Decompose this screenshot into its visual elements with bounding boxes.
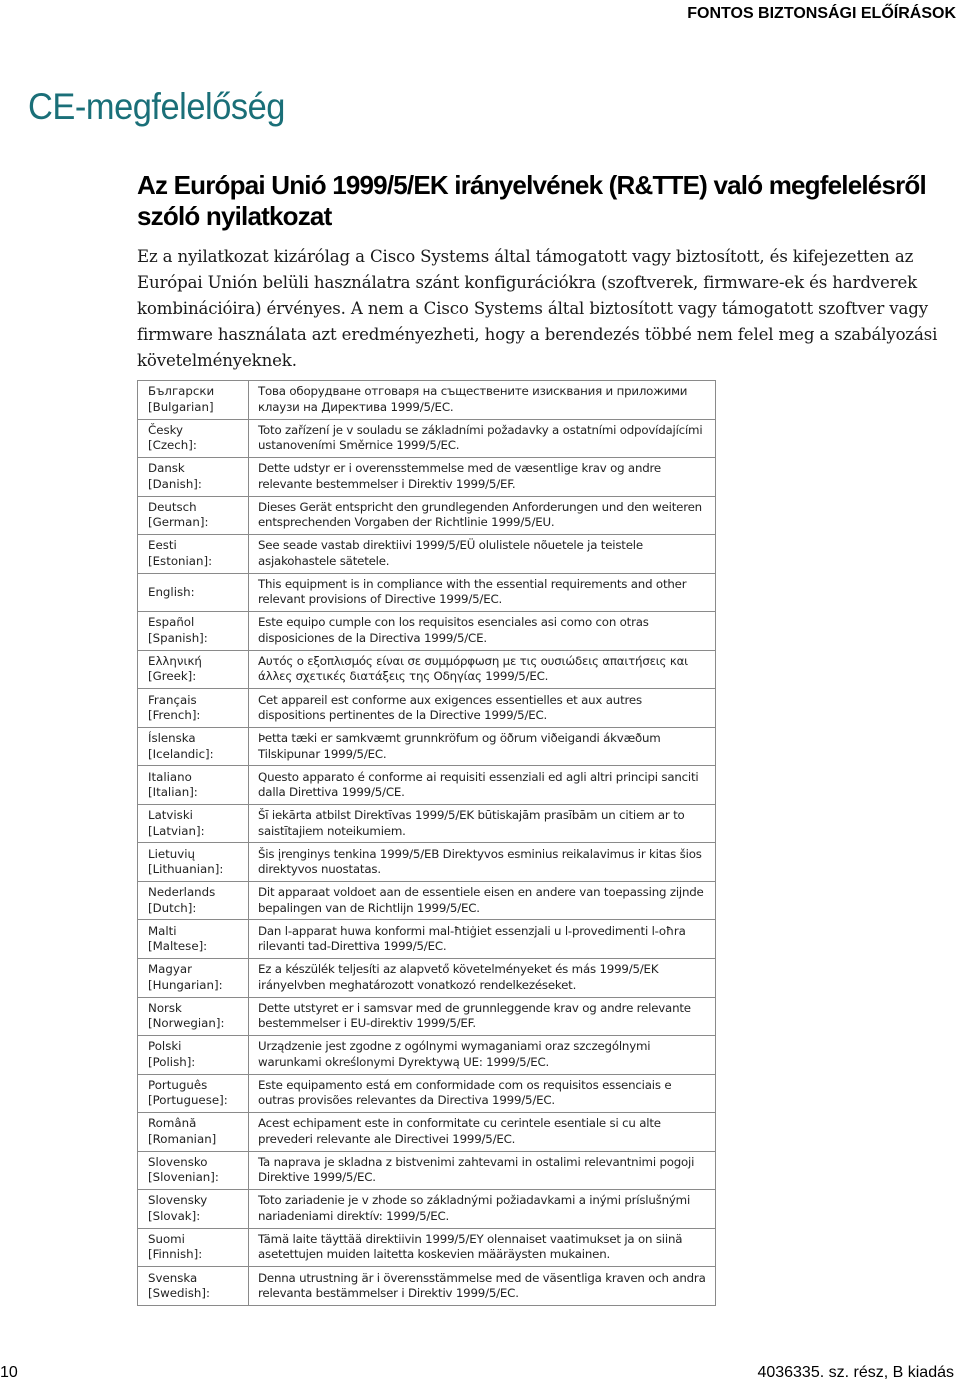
language-cell	[138, 496, 249, 535]
language-name: Deutsch	[148, 499, 197, 514]
language-cell	[138, 843, 249, 882]
language-cell	[138, 650, 249, 689]
language-cell	[138, 689, 249, 728]
table-row	[138, 1151, 716, 1190]
language-name: Suomi	[148, 1231, 185, 1246]
language-cell	[138, 881, 249, 920]
table-row	[138, 727, 716, 766]
declaration-text-cell: Þetta tæki er samkvæmt grunnkröfum og öðrum viðeigandi ákvæðum Tilskipunar 1999/5/EC.	[249, 727, 716, 766]
table-row	[138, 1190, 716, 1229]
declaration-text-cell: Tämä laite täyttää direktiivin 1999/5/EY olennaiset vaatimukset ja on siinä asetettujen muiden laitetta koskevien määräysten mukainen.	[249, 1228, 716, 1267]
declaration-text-cell: Questo apparato é conforme ai requisiti essenziali ed agli altri principi sanciti dalla Direttiva 1999/5/CE.	[249, 766, 716, 805]
table-row	[138, 1228, 716, 1267]
declaration-text-cell: This equipment is in compliance with the essential requirements and other relevant provisions of Directive 1999/5/EC.	[249, 573, 716, 612]
table-row	[138, 881, 716, 920]
language-code: [Greek]:	[148, 669, 197, 684]
language-cell	[138, 612, 249, 651]
table-row	[138, 689, 716, 728]
running-header: FONTOS BIZTONSÁGI ELŐÍRÁSOK	[687, 5, 956, 22]
language-name: Svenska	[148, 1270, 198, 1285]
declaration-text-cell: Este equipamento está em conformidade com os requisitos essenciais e outras provisões relevantes da Directiva 1999/5/EC.	[249, 1074, 716, 1113]
language-code: [Czech]:	[148, 438, 197, 453]
language-name: Italiano	[148, 769, 192, 784]
language-name: Malti	[148, 923, 177, 938]
language-cell	[138, 1151, 249, 1190]
language-name: Latviski	[148, 808, 193, 823]
language-name: English:	[148, 584, 195, 599]
table-row	[138, 650, 716, 689]
declaration-text-cell: Ez a készülék teljesíti az alapvető követelményeket és más 1999/5/EK irányelvben meghatározott vonatkozó rendelkezéseket.	[249, 958, 716, 997]
declaration-text-cell: See seade vastab direktiivi 1999/5/EÜ olulistele nõuetele ja teistele asjakohastele sätetele.	[249, 535, 716, 574]
language-code: [Romanian]	[148, 1131, 217, 1146]
language-cell	[138, 766, 249, 805]
declaration-text-cell: Dieses Gerät entspricht den grundlegenden Anforderungen und den weiteren entsprechenden Vorgaben der Richtlinie 1999/5/EU.	[249, 496, 716, 535]
language-name: Slovensky	[148, 1193, 208, 1208]
declaration-text-cell: Šis įrenginys tenkina 1999/5/EB Direktyvos esminius reikalavimus ir kitas šios direktyvos nuostatas.	[249, 843, 716, 882]
language-name: Česky	[148, 422, 184, 437]
declaration-text-cell: Toto zariadenie je v zhode so základnými požiadavkami a inými príslušnými nariadeniami direktív: 1999/5/EC.	[249, 1190, 716, 1229]
language-name: Dansk	[148, 461, 185, 476]
language-cell	[138, 419, 249, 458]
language-code: [Spanish]:	[148, 630, 208, 645]
language-code: [German]:	[148, 515, 209, 530]
section-title: CE-megfelelőség	[28, 86, 285, 127]
table-row	[138, 612, 716, 651]
language-name: Lietuvių	[148, 846, 195, 861]
language-cell	[138, 997, 249, 1036]
language-code: [Bulgarian]	[148, 399, 214, 414]
language-code: [Dutch]:	[148, 900, 197, 915]
language-name: Português	[148, 1077, 208, 1092]
language-name: Български	[148, 384, 215, 399]
language-cell	[138, 573, 249, 612]
language-name: Español	[148, 615, 195, 630]
table-row	[138, 958, 716, 997]
language-cell	[138, 1228, 249, 1267]
declaration-text-cell: Toto zařízení je v souladu se základními požadavky a ostatními odpovídajícími ustanoveními Směrnice 1999/5/EC.	[249, 419, 716, 458]
language-code: [Italian]:	[148, 785, 198, 800]
language-cell	[138, 1267, 249, 1306]
language-cell	[138, 804, 249, 843]
language-cell	[138, 1113, 249, 1152]
table-row	[138, 535, 716, 574]
language-code: [Latvian]:	[148, 823, 205, 838]
declaration-text-cell: Dette utstyret er i samsvar med de grunnleggende krav og andre relevante bestemmelser i EU-direktiv 1999/5/EF.	[249, 997, 716, 1036]
language-name: Eesti	[148, 538, 177, 553]
language-name: Polski	[148, 1039, 182, 1054]
page-number: 10	[0, 1364, 18, 1381]
language-code: [Estonian]:	[148, 553, 213, 568]
table-row	[138, 573, 716, 612]
language-cell	[138, 381, 249, 420]
language-code: [Finnish]:	[148, 1247, 203, 1262]
table-row	[138, 920, 716, 959]
declaration-text-cell: Este equipo cumple con los requisitos esenciales asi como con otras disposiciones de la Directiva 1999/5/CE.	[249, 612, 716, 651]
language-name: Français	[148, 692, 197, 707]
declaration-text-cell: Dit apparaat voldoet aan de essentiele eisen en andere van toepassing zijnde bepalingen van de Richtlijn 1999/5/EC.	[249, 881, 716, 920]
table-row	[138, 1074, 716, 1113]
language-code: [Icelandic]:	[148, 746, 214, 761]
language-code: [Swedish]:	[148, 1286, 210, 1301]
language-code: [Hungarian]:	[148, 977, 223, 992]
language-cell	[138, 458, 249, 497]
language-cell	[138, 1074, 249, 1113]
declaration-text-cell: Acest echipament este in conformitate cu cerintele esentiale si cu alte prevederi relevante ale Directivei 1999/5/EC.	[249, 1113, 716, 1152]
language-name: Slovensko	[148, 1154, 208, 1169]
table-row	[138, 766, 716, 805]
declaration-text-cell: Dette udstyr er i overensstemmelse med de væsentlige krav og andre relevante bestemmelser i Direktiv 1999/5/EF.	[249, 458, 716, 497]
table-row	[138, 1113, 716, 1152]
compliance-table-body	[138, 381, 716, 1306]
table-row	[138, 804, 716, 843]
language-cell	[138, 535, 249, 574]
language-code: [French]:	[148, 708, 201, 723]
language-cell	[138, 1036, 249, 1075]
declaration-text-cell: Dan l-apparat huwa konformi mal-ħtiġiet essenzjali u l-provedimenti l-oħra rilevanti tad-Direttiva 1999/5/EC.	[249, 920, 716, 959]
language-name: Norsk	[148, 1000, 182, 1015]
language-code: [Lithuanian]:	[148, 862, 224, 877]
table-row	[138, 381, 716, 420]
language-name: Română	[148, 1116, 197, 1131]
language-cell	[138, 920, 249, 959]
language-name: Magyar	[148, 962, 192, 977]
table-row	[138, 1267, 716, 1306]
declaration-text-cell: Това оборудване отговаря на съществените изисквания и приложими клаузи на Директива 1999/5/ЕС.	[249, 381, 716, 420]
edition-label: 4036335. sz. rész, B kiadás	[757, 1364, 954, 1381]
language-code: [Polish]:	[148, 1054, 196, 1069]
table-row	[138, 1036, 716, 1075]
declaration-text-cell: Ta naprava je skladna z bistvenimi zahtevami in ostalimi relevantnimi pogoji Direktive 1999/5/EC.	[249, 1151, 716, 1190]
language-code: [Norwegian]:	[148, 1016, 225, 1031]
language-code: [Portuguese]:	[148, 1093, 228, 1108]
language-name: Íslenska	[148, 731, 196, 746]
table-row	[138, 843, 716, 882]
language-name: Ελληνική	[148, 653, 202, 668]
compliance-table	[137, 380, 716, 1306]
declaration-intro: Ez a nyilatkozat kizárólag a Cisco Systems által támogatott vagy biztosított, és kifejezetten az Európai Unión belüli használatra szánt konfigurációkra (szoftverek, firmware-ek és hardverek kombinációira) érvényes. A nem a Cisco Systems által biztosított vagy támogatott szoftver vagy firmware használata azt eredményezheti, hogy a berendezés többé nem felel meg a szabályozási követelményeknek.	[137, 247, 938, 370]
declaration-title: Az Európai Unió 1999/5/EK irányelvének (R&TTE) való megfelelésről szóló nyilatkozat	[137, 170, 926, 231]
language-code: [Slovenian]:	[148, 1170, 219, 1185]
declaration-text-cell: Cet appareil est conforme aux exigences essentielles et aux autres dispositions pertinentes de la Directive 1999/5/EC.	[249, 689, 716, 728]
declaration-text-cell: Denna utrustning är i överensstämmelse med de väsentliga kraven och andra relevanta bestämmelser i Direktiv 1999/5/EC.	[249, 1267, 716, 1306]
language-code: [Maltese]:	[148, 939, 208, 954]
declaration-text-cell: Urządzenie jest zgodne z ogólnymi wymaganiami oraz szczególnymi warunkami określonymi Dyrektywą UE: 1999/5/EC.	[249, 1036, 716, 1075]
table-row	[138, 496, 716, 535]
language-cell	[138, 1190, 249, 1229]
declaration-text-cell: Šī iekārta atbilst Direktīvas 1999/5/EK būtiskajām prasībām un citiem ar to saistītajiem noteikumiem.	[249, 804, 716, 843]
language-code: [Slovak]:	[148, 1208, 201, 1223]
table-row	[138, 419, 716, 458]
declaration-text-cell: Αυτός ο εξοπλισμός είναι σε συμμόρφωση με τις ουσιώδεις απαιτήσεις και άλλες σχετικές διατάξεις της Οδηγίας 1999/5/EC.	[249, 650, 716, 689]
table-row	[138, 997, 716, 1036]
table-row	[138, 458, 716, 497]
language-code: [Danish]:	[148, 476, 202, 491]
language-name: Nederlands	[148, 885, 216, 900]
language-cell	[138, 958, 249, 997]
language-cell	[138, 727, 249, 766]
